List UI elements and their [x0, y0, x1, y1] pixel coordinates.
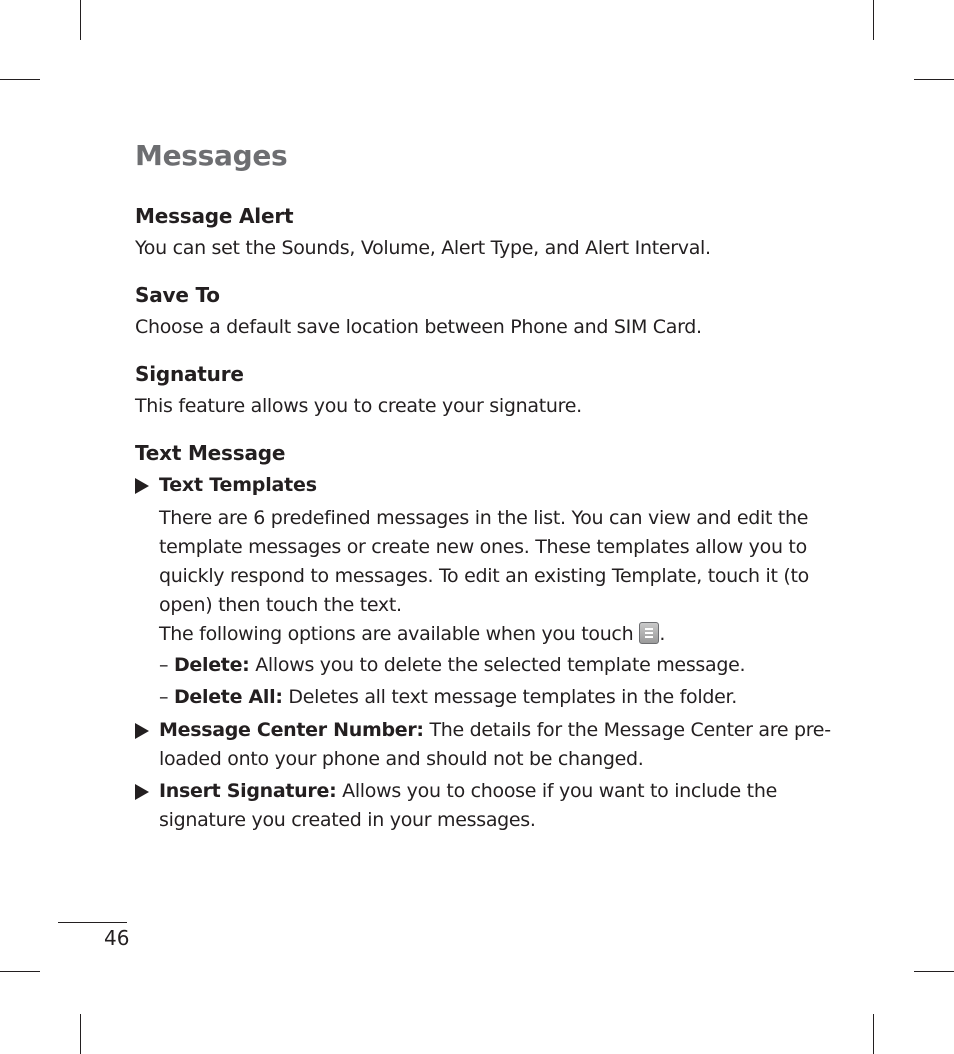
crop-mark [914, 79, 954, 80]
message-center-number-item [159, 716, 831, 774]
text-templates-line: open) then touch the text. [159, 594, 402, 616]
section-body-signature: This feature allows you to create your signature. [135, 395, 582, 417]
triangle-bullet-icon [135, 784, 149, 800]
insert-signature-line [159, 777, 819, 806]
option-text: Allows you to delete the selected template message. [255, 654, 746, 676]
option-text: Deletes all text message templates in the folder. [288, 686, 737, 708]
crop-mark [873, 0, 874, 40]
section-heading-signature: Signature [135, 362, 244, 386]
insert-signature-line2: signature you created in your messages. [159, 809, 536, 831]
option-delete [159, 654, 745, 676]
text-templates-title: Text Templates [159, 474, 317, 496]
crop-mark [0, 79, 40, 80]
message-center-number-line [159, 716, 831, 745]
menu-key-icon [639, 622, 659, 644]
message-center-number-text: The details for the Message Center are pre- [429, 719, 831, 741]
section-body-message-alert: You can set the Sounds, Volume, Alert Type, and Alert Interval. [135, 237, 711, 259]
section-heading-save-to: Save To [135, 283, 220, 307]
crop-mark [80, 1014, 81, 1054]
page-title: Messages [135, 139, 288, 172]
text-templates-line: There are 6 predefined messages in the list. You can view and edit the [159, 507, 809, 529]
crop-mark [873, 1014, 874, 1054]
section-heading-text-message: Text Message [135, 441, 286, 465]
text-templates-line: quickly respond to messages. To edit an existing Template, touch it (to [159, 565, 809, 587]
options-intro-line [159, 620, 819, 649]
message-center-number-label: Message Center Number: [159, 719, 424, 741]
insert-signature-label: Insert Signature: [159, 780, 337, 802]
option-delete-all [159, 686, 737, 708]
insert-signature-text: Allows you to choose if you want to include the [342, 780, 777, 802]
option-dash: – [159, 654, 169, 676]
option-label: Delete: [173, 654, 250, 676]
message-center-number-line2: loaded onto your phone and should not be changed. [159, 748, 644, 770]
text-templates-description [159, 504, 819, 649]
option-dash: – [159, 686, 169, 708]
section-body-save-to: Choose a default save location between Phone and SIM Card. [135, 316, 702, 338]
options-intro-text: The following options are available when you touch [159, 623, 634, 645]
crop-mark [80, 0, 81, 40]
insert-signature-item [159, 777, 819, 835]
triangle-bullet-icon [135, 723, 149, 739]
triangle-bullet-icon [135, 478, 149, 494]
text-templates-line: template messages or create new ones. These templates allow you to [159, 536, 807, 558]
option-label: Delete All: [173, 686, 283, 708]
page-number: 46 [104, 926, 130, 950]
crop-mark [914, 971, 954, 972]
page-number-rule [58, 922, 127, 923]
crop-mark [0, 971, 40, 972]
options-intro-end: . [659, 623, 666, 645]
section-heading-message-alert: Message Alert [135, 204, 294, 228]
